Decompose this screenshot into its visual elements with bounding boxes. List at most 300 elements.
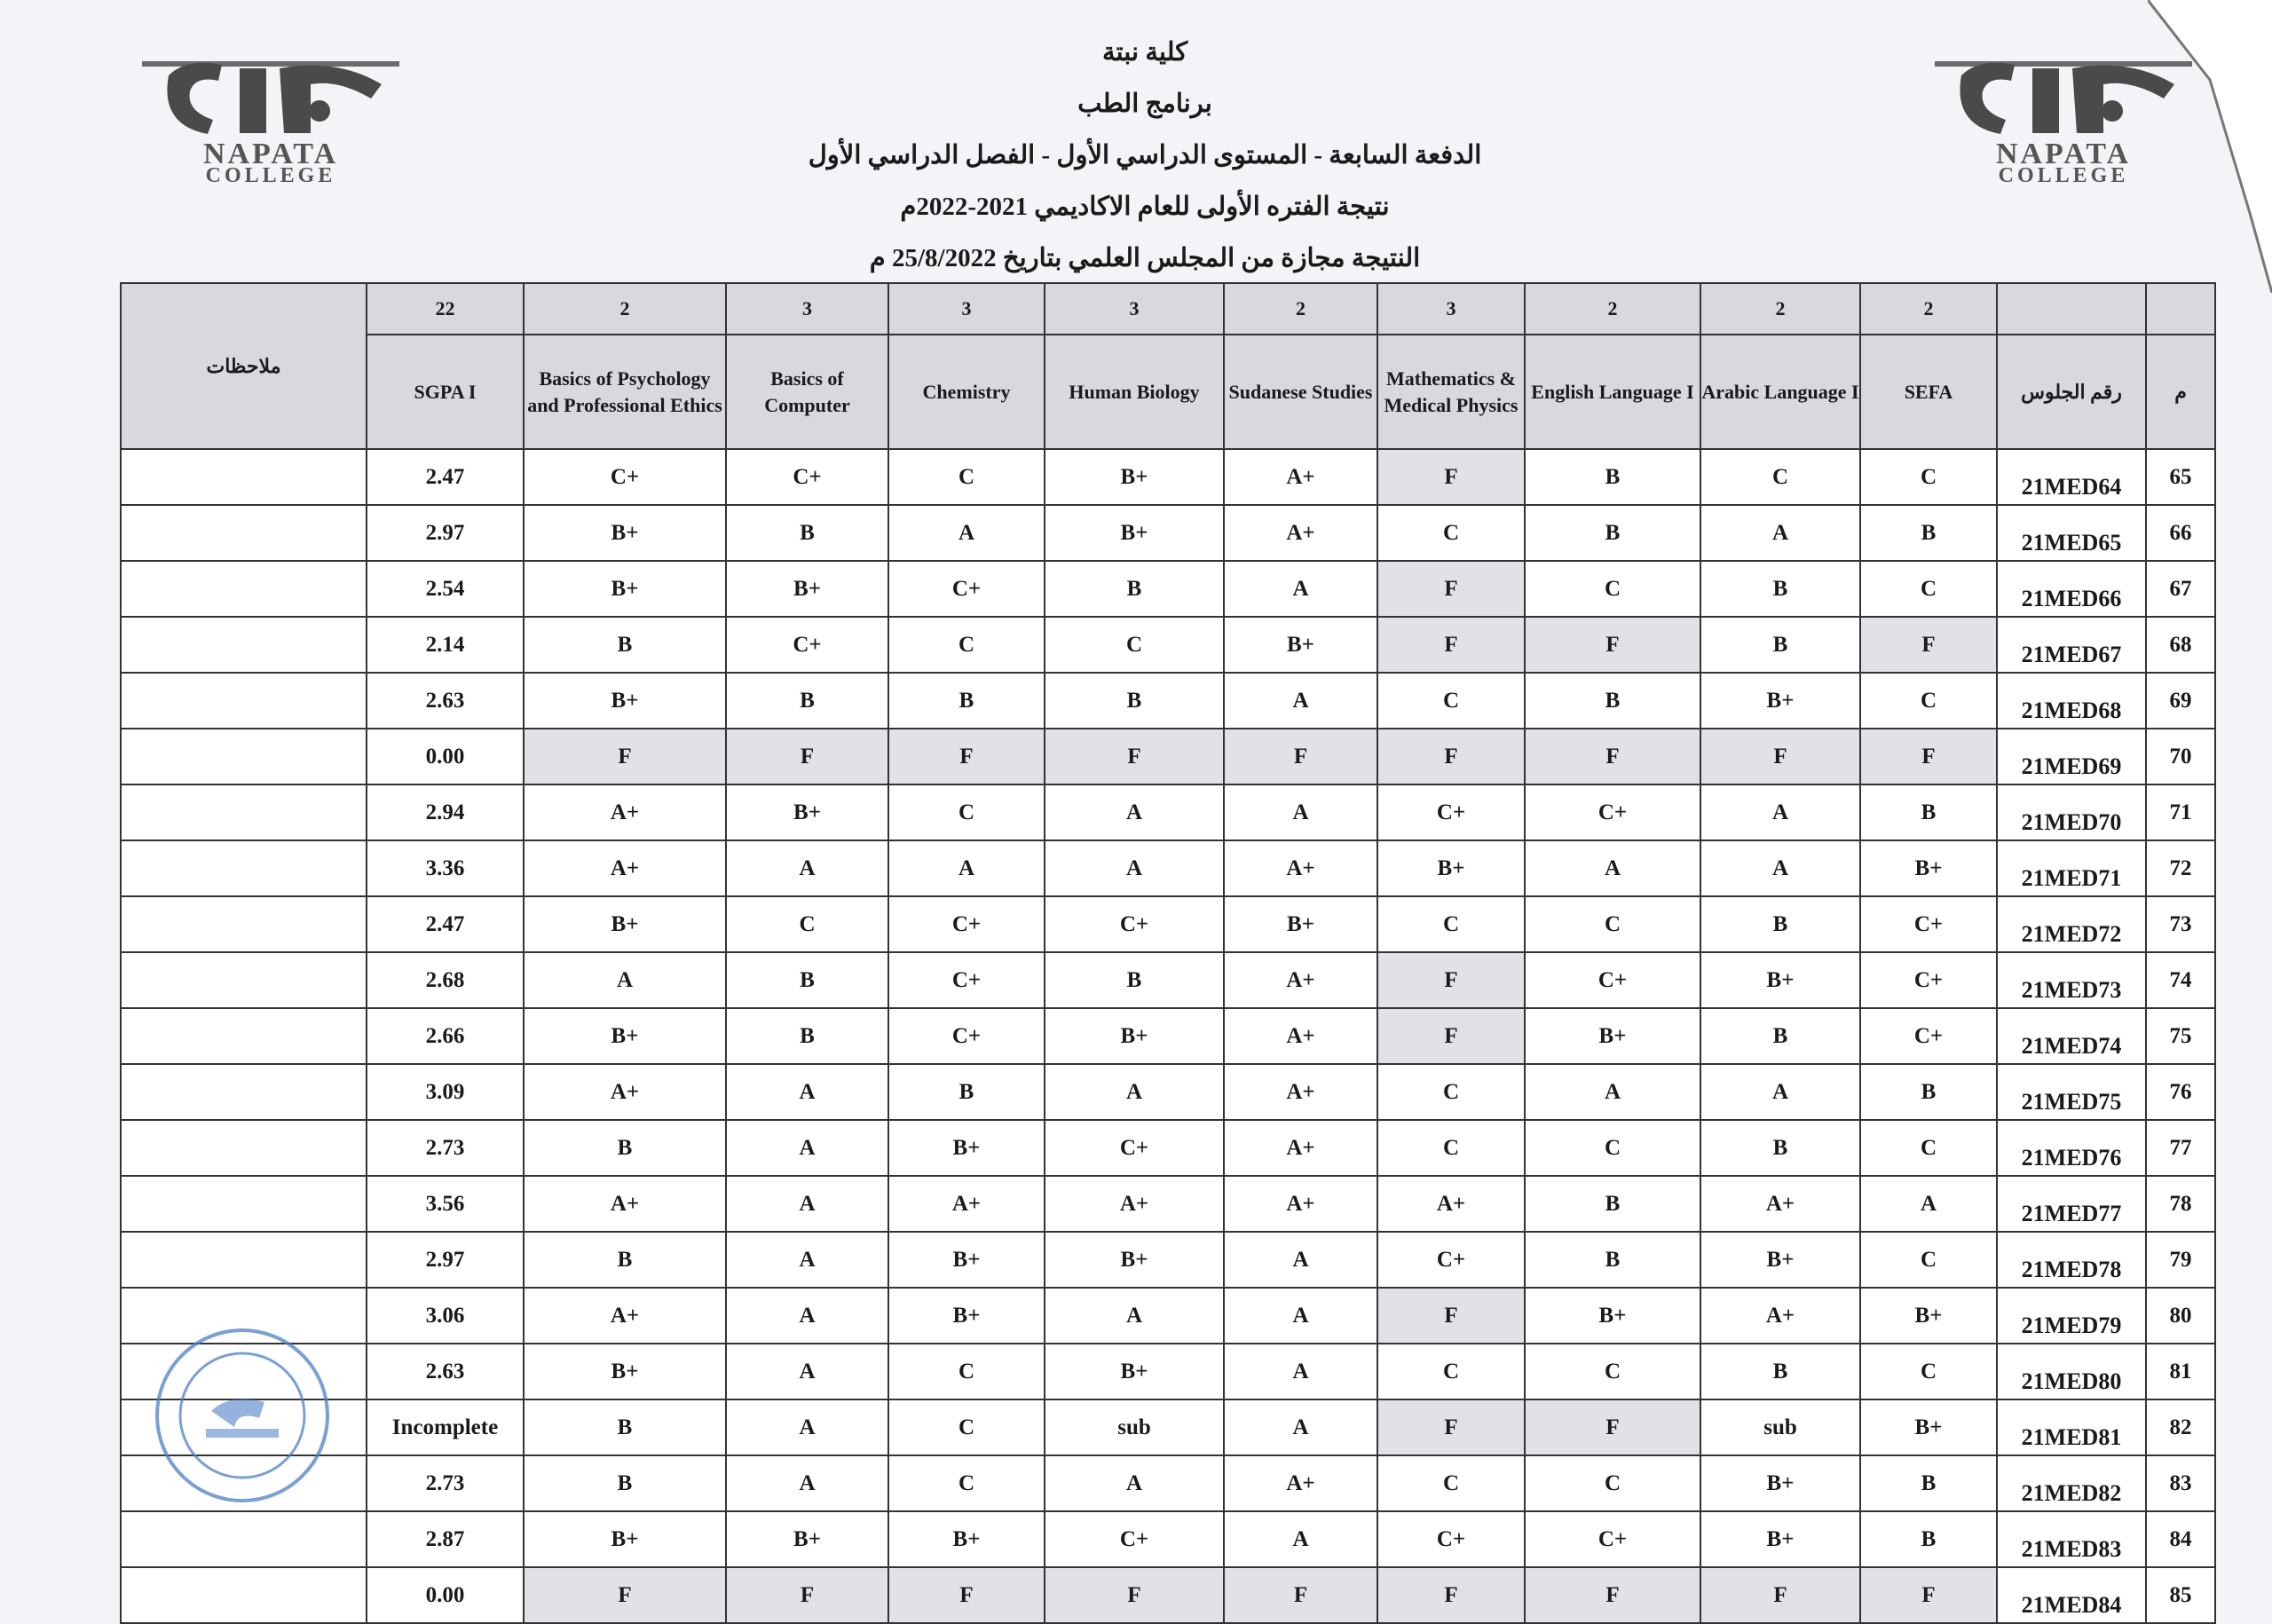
column-header: English Language I xyxy=(1525,335,1700,449)
grade-cell: A xyxy=(726,1288,888,1344)
serial-number-cell: 72 xyxy=(2146,840,2215,896)
grade-cell: B xyxy=(1045,561,1224,617)
grade-cell: B+ xyxy=(888,1511,1045,1567)
grade-cell: B xyxy=(1045,673,1224,729)
grade-cell: F xyxy=(1045,729,1224,784)
grade-cell: B+ xyxy=(524,505,726,561)
grade-cell: B+ xyxy=(1224,896,1377,952)
grade-cell: A+ xyxy=(524,1064,726,1120)
grade-cell: C xyxy=(888,617,1045,673)
sgpa-cell: 2.87 xyxy=(367,1511,524,1567)
table-row xyxy=(121,1288,2215,1344)
grade-cell: B xyxy=(726,952,888,1008)
grade-cell: F xyxy=(726,729,888,784)
serial-number-cell: 71 xyxy=(2146,784,2215,840)
grade-cell: F xyxy=(1377,561,1525,617)
grade-cell: C+ xyxy=(1525,952,1700,1008)
grade-cell: F xyxy=(1377,952,1525,1008)
notes-cell xyxy=(121,1511,367,1567)
column-header: Sudanese Studies xyxy=(1224,335,1377,449)
seat-number-cell: 21MED75 xyxy=(1997,1064,2146,1120)
grade-cell: C+ xyxy=(524,449,726,505)
grade-cell: B+ xyxy=(1525,1288,1700,1344)
grade-cell: B xyxy=(524,1399,726,1455)
grade-cell: B xyxy=(1700,1344,1860,1399)
serial-number-cell: 81 xyxy=(2146,1344,2215,1399)
seat-number-cell: 21MED66 xyxy=(1997,561,2146,617)
grade-cell: A xyxy=(726,1399,888,1455)
grade-cell: F xyxy=(524,1567,726,1623)
table-row xyxy=(121,1120,2215,1176)
grade-cell: C xyxy=(1377,1344,1525,1399)
serial-number-cell: 85 xyxy=(2146,1567,2215,1623)
notes-cell xyxy=(121,673,367,729)
grade-cell: F xyxy=(726,1567,888,1623)
table-row xyxy=(121,1567,2215,1623)
grade-cell: C+ xyxy=(888,952,1045,1008)
seat-number-cell: 21MED83 xyxy=(1997,1511,2146,1567)
grade-cell: A+ xyxy=(1224,1176,1377,1232)
grade-cell: B xyxy=(1860,1064,1997,1120)
credit-hours-cell: 2 xyxy=(1700,283,1860,335)
grade-cell: B xyxy=(1860,1455,1997,1511)
grade-cell: A xyxy=(1045,1288,1224,1344)
serial-number-cell: 74 xyxy=(2146,952,2215,1008)
grade-cell: B+ xyxy=(1860,1288,1997,1344)
grade-cell: C+ xyxy=(888,561,1045,617)
grade-cell: A xyxy=(1045,784,1224,840)
credit-hours-cell: 3 xyxy=(888,283,1045,335)
grade-cell: C xyxy=(1860,1120,1997,1176)
grade-cell: B+ xyxy=(726,784,888,840)
grade-cell: A+ xyxy=(1224,952,1377,1008)
grade-cell: A+ xyxy=(1700,1176,1860,1232)
table-row xyxy=(121,1455,2215,1511)
grade-cell: C+ xyxy=(888,1008,1045,1064)
grade-cell: F xyxy=(1525,1567,1700,1623)
grade-cell: A xyxy=(726,1120,888,1176)
grade-cell: C xyxy=(1045,617,1224,673)
grade-cell: B+ xyxy=(888,1232,1045,1288)
credit-hours-cell xyxy=(1997,283,2146,335)
grade-cell: F xyxy=(1224,729,1377,784)
seat-number-cell: 21MED70 xyxy=(1997,784,2146,840)
grade-cell: F xyxy=(1700,1567,1860,1623)
seat-number-cell: 21MED78 xyxy=(1997,1232,2146,1288)
grade-cell: F xyxy=(1377,1567,1525,1623)
grade-cell: B xyxy=(1700,617,1860,673)
credit-hours-row xyxy=(121,283,2215,335)
table-row xyxy=(121,505,2215,561)
grade-cell: A xyxy=(888,505,1045,561)
grade-cell: A xyxy=(888,840,1045,896)
credit-hours-cell: 3 xyxy=(1045,283,1224,335)
scan-corner-shadow-icon xyxy=(2148,0,2272,293)
table-row xyxy=(121,1232,2215,1288)
grade-cell: B xyxy=(1860,505,1997,561)
logo-name: NAPATA xyxy=(202,138,339,170)
grade-cell: C+ xyxy=(1860,896,1997,952)
column-header: Chemistry xyxy=(888,335,1045,449)
grade-cell: F xyxy=(888,729,1045,784)
logo-subtitle: COLLEGE xyxy=(1998,164,2129,187)
seat-number-cell: 21MED76 xyxy=(1997,1120,2146,1176)
grade-cell: B xyxy=(1860,1511,1997,1567)
table-row xyxy=(121,1399,2215,1455)
grade-cell: A xyxy=(1700,784,1860,840)
grade-cell: C xyxy=(1860,1232,1997,1288)
grade-cell: A xyxy=(726,1176,888,1232)
logo-subtitle: COLLEGE xyxy=(205,164,336,187)
grade-cell: C xyxy=(1377,673,1525,729)
grade-cell: C+ xyxy=(726,449,888,505)
sgpa-cell: 3.36 xyxy=(367,840,524,896)
grade-cell: B xyxy=(726,673,888,729)
grade-cell: C+ xyxy=(1377,1511,1525,1567)
grade-cell: F xyxy=(1224,1567,1377,1623)
grade-cell: F xyxy=(1377,1399,1525,1455)
column-header: Mathematics & Medical Physics xyxy=(1377,335,1525,449)
seat-number-cell: 21MED77 xyxy=(1997,1176,2146,1232)
grade-cell: F xyxy=(1377,617,1525,673)
grade-cell: A+ xyxy=(524,840,726,896)
grade-cell: F xyxy=(1377,1288,1525,1344)
grade-cell: F xyxy=(1377,729,1525,784)
grade-cell: C xyxy=(1377,896,1525,952)
sgpa-cell: 2.94 xyxy=(367,784,524,840)
credit-hours-cell xyxy=(2146,283,2215,335)
grade-cell: B+ xyxy=(524,673,726,729)
grade-cell: F xyxy=(1525,617,1700,673)
grade-cell: C xyxy=(1377,1455,1525,1511)
grade-cell: C xyxy=(888,1399,1045,1455)
seat-number-cell: 21MED71 xyxy=(1997,840,2146,896)
column-header: Basics of Computer xyxy=(726,335,888,449)
grade-cell: C+ xyxy=(1377,784,1525,840)
grade-cell: C+ xyxy=(1860,952,1997,1008)
grade-cell: A xyxy=(1224,1288,1377,1344)
grade-cell: B+ xyxy=(524,1008,726,1064)
logo-name: NAPATA xyxy=(1995,138,2132,170)
seat-number-cell: 21MED80 xyxy=(1997,1344,2146,1399)
seat-number-cell: 21MED84 xyxy=(1997,1567,2146,1623)
grade-cell: B xyxy=(524,1455,726,1511)
grade-cell: C xyxy=(1525,1455,1700,1511)
grade-cell: B+ xyxy=(726,1511,888,1567)
grade-cell: B xyxy=(524,1120,726,1176)
seat-number-cell: 21MED64 xyxy=(1997,449,2146,505)
grade-cell: B xyxy=(726,1008,888,1064)
grade-cell: B+ xyxy=(524,561,726,617)
credit-hours-cell: 2 xyxy=(1224,283,1377,335)
grade-cell: C+ xyxy=(1045,1511,1224,1567)
notes-cell xyxy=(121,896,367,952)
notes-cell xyxy=(121,617,367,673)
napata-logo-left xyxy=(133,49,408,191)
grade-cell: B+ xyxy=(1700,952,1860,1008)
grade-cell: C xyxy=(888,449,1045,505)
grade-cell: B+ xyxy=(888,1120,1045,1176)
table-row xyxy=(121,1176,2215,1232)
credit-hours-cell: 2 xyxy=(524,283,726,335)
grade-cell: A xyxy=(1700,1064,1860,1120)
grade-cell: F xyxy=(888,1567,1045,1623)
notes-cell xyxy=(121,840,367,896)
grade-cell: F xyxy=(524,729,726,784)
grade-cell: F xyxy=(1860,617,1997,673)
credit-hours-cell: 3 xyxy=(726,283,888,335)
grade-cell: A+ xyxy=(1224,840,1377,896)
grade-cell: A xyxy=(1700,840,1860,896)
grade-cell: A xyxy=(1224,1511,1377,1567)
grade-cell: B+ xyxy=(524,896,726,952)
table-row xyxy=(121,673,2215,729)
sgpa-cell: 2.63 xyxy=(367,673,524,729)
grade-cell: B+ xyxy=(1700,1455,1860,1511)
grade-cell: A xyxy=(1224,784,1377,840)
grade-cell: C xyxy=(1860,1344,1997,1399)
seat-number-cell: 21MED82 xyxy=(1997,1455,2146,1511)
grade-cell: A+ xyxy=(1224,1120,1377,1176)
table-row xyxy=(121,896,2215,952)
grade-cell: A xyxy=(1045,840,1224,896)
grade-cell: C xyxy=(1525,1120,1700,1176)
credit-hours-cell: 3 xyxy=(1377,283,1525,335)
grade-cell: B+ xyxy=(888,1288,1045,1344)
grade-cell: B+ xyxy=(726,561,888,617)
grade-cell: C xyxy=(1525,561,1700,617)
column-header-row xyxy=(121,335,2215,449)
grade-cell: C xyxy=(888,784,1045,840)
column-header: Human Biology xyxy=(1045,335,1224,449)
grade-cell: B xyxy=(524,1232,726,1288)
notes-header: ملاحظات xyxy=(121,283,367,449)
grade-cell: B+ xyxy=(1045,449,1224,505)
notes-cell xyxy=(121,1008,367,1064)
serial-number-cell: 79 xyxy=(2146,1232,2215,1288)
grade-cell: A xyxy=(1525,1064,1700,1120)
grade-cell: B+ xyxy=(1860,840,1997,896)
grade-cell: F xyxy=(1377,449,1525,505)
grade-cell: C xyxy=(888,1455,1045,1511)
grade-cell: A+ xyxy=(524,784,726,840)
grade-cell: A+ xyxy=(888,1176,1045,1232)
program-name: برنامج الطب xyxy=(1077,90,1212,118)
table-row xyxy=(121,840,2215,896)
grade-cell: A+ xyxy=(1224,1455,1377,1511)
grade-cell: C+ xyxy=(1045,1120,1224,1176)
grade-cell: B+ xyxy=(1860,1399,1997,1455)
credit-hours-cell: 2 xyxy=(1525,283,1700,335)
grade-cell: C xyxy=(1525,896,1700,952)
serial-number-cell: 78 xyxy=(2146,1176,2215,1232)
grade-cell: C xyxy=(888,1344,1045,1399)
grade-cell: A+ xyxy=(524,1288,726,1344)
grade-cell: F xyxy=(1525,729,1700,784)
serial-number-cell: 66 xyxy=(2146,505,2215,561)
document-header xyxy=(621,27,1668,284)
seat-number-cell: 21MED67 xyxy=(1997,617,2146,673)
column-header: SEFA xyxy=(1860,335,1997,449)
serial-number-cell: 82 xyxy=(2146,1399,2215,1455)
grade-cell: A xyxy=(726,1455,888,1511)
notes-cell xyxy=(121,1064,367,1120)
serial-number-cell: 76 xyxy=(2146,1064,2215,1120)
seat-number-cell: 21MED74 xyxy=(1997,1008,2146,1064)
result-period-title: نتيجة الفتره الأولى للعام الاكاديمي 2021-2022م xyxy=(900,193,1390,221)
grade-cell: A+ xyxy=(1224,449,1377,505)
seat-number-cell: 21MED81 xyxy=(1997,1399,2146,1455)
grade-cell: B xyxy=(1525,449,1700,505)
grade-cell: B xyxy=(1045,952,1224,1008)
grade-cell: A+ xyxy=(1377,1176,1525,1232)
grade-cell: C+ xyxy=(726,617,888,673)
grade-cell: C+ xyxy=(1377,1232,1525,1288)
seat-number-cell: 21MED65 xyxy=(1997,505,2146,561)
seat-number-cell: 21MED69 xyxy=(1997,729,2146,784)
grade-cell: A xyxy=(1860,1176,1997,1232)
grade-cell: B xyxy=(888,673,1045,729)
sgpa-cell: 2.66 xyxy=(367,1008,524,1064)
notes-cell xyxy=(121,1232,367,1288)
grade-cell: B xyxy=(726,505,888,561)
grade-cell: A+ xyxy=(1224,1064,1377,1120)
notes-cell xyxy=(121,729,367,784)
grade-cell: A+ xyxy=(1700,1288,1860,1344)
grade-cell: B+ xyxy=(1045,1008,1224,1064)
table-row xyxy=(121,1008,2215,1064)
table-row xyxy=(121,1064,2215,1120)
serial-number-cell: 83 xyxy=(2146,1455,2215,1511)
college-name: كلية نبتة xyxy=(1101,38,1188,67)
grade-cell: C xyxy=(1377,505,1525,561)
seat-number-cell: 21MED73 xyxy=(1997,952,2146,1008)
grade-cell: B+ xyxy=(1700,1511,1860,1567)
credit-hours-cell: 2 xyxy=(1860,283,1997,335)
serial-number-cell: 68 xyxy=(2146,617,2215,673)
grade-cell: A xyxy=(524,952,726,1008)
table-row xyxy=(121,1511,2215,1567)
grade-cell: C xyxy=(1860,673,1997,729)
grade-cell: B+ xyxy=(1045,1232,1224,1288)
sgpa-cell: 2.68 xyxy=(367,952,524,1008)
grade-cell: C+ xyxy=(1525,784,1700,840)
seat-number-cell: 21MED79 xyxy=(1997,1288,2146,1344)
grade-cell: F xyxy=(1700,729,1860,784)
grade-cell: B xyxy=(888,1064,1045,1120)
notes-cell xyxy=(121,784,367,840)
grade-cell: A xyxy=(1224,673,1377,729)
serial-number-cell: 73 xyxy=(2146,896,2215,952)
notes-cell xyxy=(121,1176,367,1232)
napata-logo-mark-icon xyxy=(133,49,408,138)
table-row xyxy=(121,729,2215,784)
approval-date-line: النتيجة مجازة من المجلس العلمي بتاريخ 25/8/2022 م xyxy=(869,244,1421,272)
column-header: م xyxy=(2146,335,2215,449)
serial-number-cell: 67 xyxy=(2146,561,2215,617)
sgpa-cell: 3.06 xyxy=(367,1288,524,1344)
table-row xyxy=(121,561,2215,617)
grade-cell: B+ xyxy=(1700,673,1860,729)
grade-cell: B xyxy=(1525,1176,1700,1232)
notes-cell xyxy=(121,952,367,1008)
serial-number-cell: 84 xyxy=(2146,1511,2215,1567)
table-row xyxy=(121,449,2215,505)
grade-cell: F xyxy=(1860,1567,1997,1623)
grade-cell: B xyxy=(524,617,726,673)
credit-hours-cell: 22 xyxy=(367,283,524,335)
grade-cell: A xyxy=(1700,505,1860,561)
serial-number-cell: 80 xyxy=(2146,1288,2215,1344)
sgpa-cell: 2.54 xyxy=(367,561,524,617)
grade-cell: A xyxy=(726,1344,888,1399)
grade-cell: A xyxy=(1525,840,1700,896)
grade-cell: B xyxy=(1525,505,1700,561)
results-table xyxy=(120,282,2216,1624)
grade-cell: A xyxy=(1224,1232,1377,1288)
column-header: Arabic Language I xyxy=(1700,335,1860,449)
results-table-wrap xyxy=(120,282,2214,1618)
grade-cell: C+ xyxy=(1860,1008,1997,1064)
grade-cell: C xyxy=(1860,561,1997,617)
grade-cell: B xyxy=(1525,673,1700,729)
grade-cell: F xyxy=(1045,1567,1224,1623)
notes-cell xyxy=(121,449,367,505)
grade-cell: A xyxy=(1224,1344,1377,1399)
notes-cell xyxy=(121,1567,367,1623)
grade-cell: A xyxy=(726,1232,888,1288)
sgpa-cell: Incomplete xyxy=(367,1399,524,1455)
grade-cell: A xyxy=(726,1064,888,1120)
grade-cell: B xyxy=(1700,1008,1860,1064)
grade-cell: C xyxy=(1377,1120,1525,1176)
grade-cell: B xyxy=(1700,561,1860,617)
grade-cell: A+ xyxy=(524,1176,726,1232)
grade-cell: B xyxy=(1860,784,1997,840)
grade-cell: sub xyxy=(1045,1399,1224,1455)
grade-cell: A xyxy=(1045,1455,1224,1511)
grade-cell: A xyxy=(726,840,888,896)
grade-cell: A+ xyxy=(1224,505,1377,561)
sgpa-cell: 2.47 xyxy=(367,896,524,952)
sgpa-cell: 0.00 xyxy=(367,1567,524,1623)
grade-cell: B+ xyxy=(1700,1232,1860,1288)
grade-cell: A xyxy=(1045,1064,1224,1120)
grade-cell: C+ xyxy=(1045,896,1224,952)
seat-number-cell: 21MED72 xyxy=(1997,896,2146,952)
grade-cell: C xyxy=(726,896,888,952)
sgpa-cell: 3.09 xyxy=(367,1064,524,1120)
table-row xyxy=(121,784,2215,840)
serial-number-cell: 75 xyxy=(2146,1008,2215,1064)
sgpa-cell: 2.73 xyxy=(367,1455,524,1511)
grade-cell: C xyxy=(1525,1344,1700,1399)
table-row xyxy=(121,1344,2215,1399)
batch-level-semester: الدفعة السابعة - المستوى الدراسي الأول - الفصل الدراسي الأول xyxy=(808,141,1482,169)
grade-cell: B+ xyxy=(1377,840,1525,896)
grade-cell: sub xyxy=(1700,1399,1860,1455)
grade-cell: B+ xyxy=(524,1344,726,1399)
grade-cell: B xyxy=(1700,896,1860,952)
serial-number-cell: 77 xyxy=(2146,1120,2215,1176)
sgpa-cell: 3.56 xyxy=(367,1176,524,1232)
serial-number-cell: 65 xyxy=(2146,449,2215,505)
sgpa-cell: 2.97 xyxy=(367,505,524,561)
grade-cell: A xyxy=(1224,1399,1377,1455)
grade-cell: F xyxy=(1860,729,1997,784)
sgpa-cell: 2.73 xyxy=(367,1120,524,1176)
grade-cell: B+ xyxy=(1525,1008,1700,1064)
